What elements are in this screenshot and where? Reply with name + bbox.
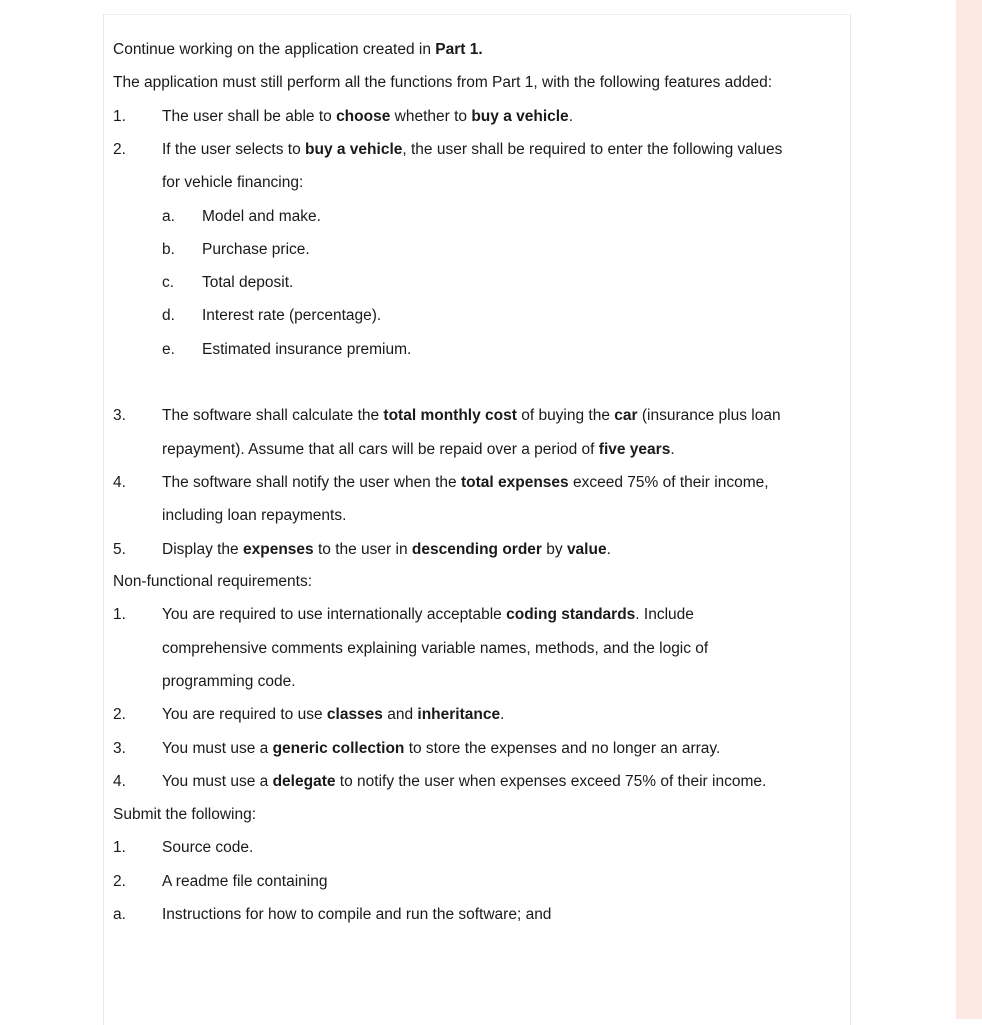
- item-text-continued: repayment). Assume that all cars will be repaid over a period of five years.: [162, 440, 675, 458]
- submit-heading: Submit the following:: [113, 806, 257, 824]
- item-text-continued: comprehensive comments explaining variable names, methods, and the logic of: [162, 639, 709, 657]
- item-number: 4.: [113, 473, 126, 491]
- item-number: 5.: [113, 540, 126, 558]
- intro-paragraph: Continue working on the application created in Part 1.: [113, 41, 483, 58]
- item-text: You must use a delegate to notify the user when expenses exceed 75% of their income.: [162, 772, 767, 790]
- item-text: A readme file containing: [162, 872, 328, 890]
- item-text: Interest rate (percentage).: [202, 307, 382, 325]
- item-number: a.: [113, 906, 126, 923]
- item-text-continued: programming code.: [162, 672, 296, 690]
- item-text: You must use a generic collection to store the expenses and no longer an array.: [162, 739, 721, 757]
- item-number: d.: [162, 307, 175, 325]
- bold-text: expenses: [242, 540, 314, 558]
- bold-text: inheritance: [417, 706, 501, 724]
- item-number: c.: [162, 274, 175, 292]
- item-text: Model and make.: [202, 207, 321, 225]
- item-number: 4.: [113, 772, 126, 790]
- nonfunctional-heading: Non-functional requirements:: [113, 573, 313, 590]
- bold-text: buy a vehicle: [471, 107, 569, 125]
- item-number: 3.: [113, 407, 126, 425]
- item-number: 1.: [113, 606, 126, 624]
- item-number: e.: [162, 340, 175, 358]
- bold-text: generic collection: [272, 739, 405, 757]
- item-text: The software shall notify the user when the total expenses exceed 75% of their income,: [162, 473, 769, 491]
- bold-text: Part 1.: [435, 41, 483, 58]
- scrollbar-track[interactable]: [956, 0, 982, 1019]
- bold-text: value: [566, 540, 607, 558]
- bold-text: five years: [598, 440, 671, 458]
- item-text: You are required to use classes and inheritance.: [162, 706, 505, 724]
- bold-text: classes: [326, 706, 383, 724]
- item-number: b.: [162, 240, 175, 258]
- item-number: 2.: [113, 706, 126, 724]
- item-number: a.: [162, 207, 175, 225]
- item-text: You are required to use internationally acceptable coding standards. Include: [162, 606, 694, 624]
- item-text: Source code.: [162, 839, 254, 857]
- intro-paragraph: The application must still perform all the functions from Part 1, with the following features added:: [113, 74, 773, 92]
- item-text-continued: including loan repayments.: [162, 507, 347, 525]
- bold-text: buy a vehicle: [305, 140, 403, 158]
- bold-text: delegate: [272, 772, 336, 790]
- bold-text: total monthly cost: [383, 407, 517, 425]
- item-text: The software shall calculate the total monthly cost of buying the car (insurance plus loan: [162, 407, 781, 425]
- bold-text: car: [614, 407, 638, 425]
- item-text: The user shall be able to choose whether to buy a vehicle.: [162, 107, 573, 125]
- item-number: 2.: [113, 140, 126, 158]
- item-text: Total deposit.: [202, 274, 294, 292]
- item-text: Display the expenses to the user in descending order by value.: [162, 540, 611, 558]
- item-number: 1.: [113, 107, 126, 125]
- bold-text: descending order: [411, 540, 542, 558]
- item-text: Instructions for how to compile and run the software; and: [162, 906, 552, 923]
- item-number: 3.: [113, 739, 126, 757]
- bold-text: choose: [336, 107, 391, 125]
- item-text: If the user selects to buy a vehicle, the user shall be required to enter the following values: [162, 140, 783, 158]
- item-text: Estimated insurance premium.: [202, 340, 412, 358]
- item-number: 1.: [113, 839, 126, 857]
- bold-text: total expenses: [460, 473, 569, 491]
- item-text-continued: for vehicle financing:: [162, 174, 304, 192]
- bold-text: coding standards: [506, 606, 636, 624]
- item-text: Purchase price.: [202, 240, 310, 258]
- item-number: 2.: [113, 872, 126, 890]
